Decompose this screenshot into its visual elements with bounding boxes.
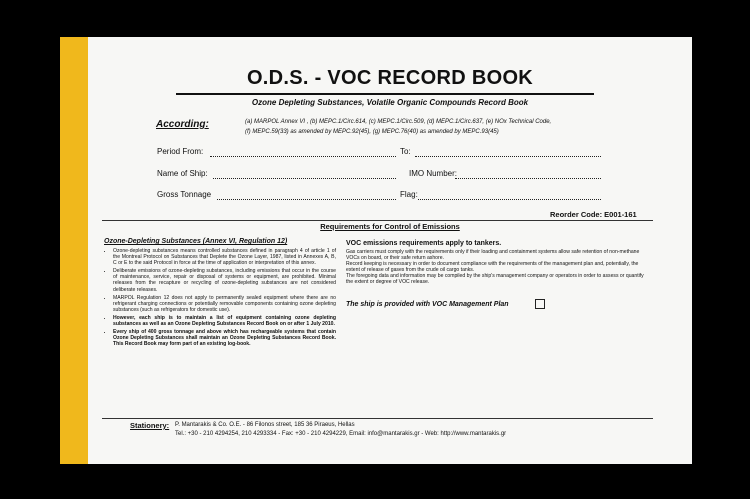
- stationery-label: Stationery:: [130, 421, 170, 430]
- voc-heading: VOC emissions requirements apply to tankers.: [346, 240, 502, 247]
- to-label: To:: [400, 147, 411, 156]
- flag-label: Flag:: [400, 190, 418, 199]
- reorder-code: Reorder Code: E001-161: [550, 210, 637, 219]
- ozone-item: • Ozone-depleting substances means controlled substances defined in paragraph 4 of article 1 of the Montreal Protocol on Substances that Deplete the Ozone Layer, 1987, listed in Annexes A, B, C or E to the said Protocol in force at the time of application or interpretation of this annex.: [113, 248, 336, 266]
- references-line-1: (a) MARPOL Annex VI , (b) MEPC.1/Circ.614, (c) MEPC.1/Circ.509, (d) MEPC.1/Circ.637, (e) NOx Technical Code,: [245, 119, 552, 125]
- flag-field[interactable]: [418, 199, 601, 200]
- voc-plan-checkbox[interactable]: [535, 299, 545, 309]
- voc-paragraph: The foregoing data and information may be compiled by the ship's management company or operators in order to assess or quantify the extent or degree of VOC release.: [346, 273, 644, 286]
- voc-plan-statement: The ship is provided with VOC Management Plan: [346, 301, 509, 308]
- page-title: O.D.S. - VOC RECORD BOOK: [246, 67, 534, 89]
- record-book-cover: [60, 37, 692, 464]
- requirements-heading: Requirements for Control of Emissions: [320, 222, 460, 231]
- stationery-line-2: Tel.: +30 - 210 4294254, 210 4293334 - Fax: +30 - 210 4294229, Email: info@mantarakis.gr - Web: http://www.mantarakis.gr: [175, 430, 507, 437]
- voc-paragraph: Gas carriers must comply with the requirements only if their loading and containment systems allow safe retention of non-methane VOCs on board, or their safe return ashore.: [346, 249, 640, 262]
- period-from-field[interactable]: [210, 156, 396, 157]
- divider-top: [102, 220, 653, 221]
- ozone-item: • MARPOL Regulation 12 does not apply to permanently sealed equipment where there are no refrigerant charging connections or potentially removable components containing ozone depleting substances (such as refrigerators for domestic use).: [113, 295, 336, 313]
- regulation-references: [245, 117, 551, 137]
- ozone-list: [104, 248, 336, 349]
- name-of-ship-field[interactable]: [213, 178, 396, 179]
- yellow-spine: [60, 37, 88, 464]
- title-underline: [176, 93, 594, 95]
- period-from-label: Period From:: [157, 147, 204, 156]
- ozone-item: • Every ship of 400 gross tonnage and above which has rechargeable systems that contain Ozone Depleting Substances shall maintain an Ozone Depleting Substances Record Book. This Record Book may form part of an existing log-book.: [113, 329, 336, 347]
- stationery-line-1: P. Mantarakis & Co. O.E. - 86 Filonos street, 185 36 Piraeus, Hellas: [175, 422, 355, 428]
- voc-text: [346, 249, 646, 286]
- imo-number-field[interactable]: [455, 178, 601, 179]
- ozone-item: • Deliberate emissions of ozone-depleting substances, including emissions that occur in the course of maintenance, service, repair or disposal of systems or equipment, are prohibited. Minimal releases from the recapture or recycling of ozone-depleting substances are not considered deliberate releases.: [113, 268, 336, 292]
- ozone-item: • However, each ship is to maintain a list of equipment containing ozone depleting substances as well as an Ozone Depleting Substances Record Book on or after 1 July 2010.: [113, 315, 336, 327]
- stationery-address: [175, 421, 506, 438]
- gross-tonnage-label: Gross Tonnage: [157, 190, 212, 199]
- gross-tonnage-field[interactable]: [217, 199, 396, 200]
- according-label: According:: [156, 119, 209, 130]
- name-of-ship-label: Name of Ship:: [157, 169, 208, 178]
- voc-paragraph: Record keeping is necessary in order to document compliance with the requirements of the management plan and, potentially, the extent of release of gases from the crude oil cargo tanks.: [346, 261, 639, 274]
- references-line-2: (f) MEPC.59(33) as amended by MEPC.92(45), (g) MEPC.76(40) as amended by MEPC.93(45): [245, 129, 499, 135]
- imo-number-label: IMO Number:: [409, 169, 458, 178]
- ozone-heading: Ozone-Depleting Substances (Annex VI, Regulation 12): [104, 238, 288, 245]
- page-subtitle: Ozone Depleting Substances, Volatile Organic Compounds Record Book: [251, 98, 529, 107]
- divider-bottom: [102, 418, 653, 419]
- to-field[interactable]: [415, 156, 601, 157]
